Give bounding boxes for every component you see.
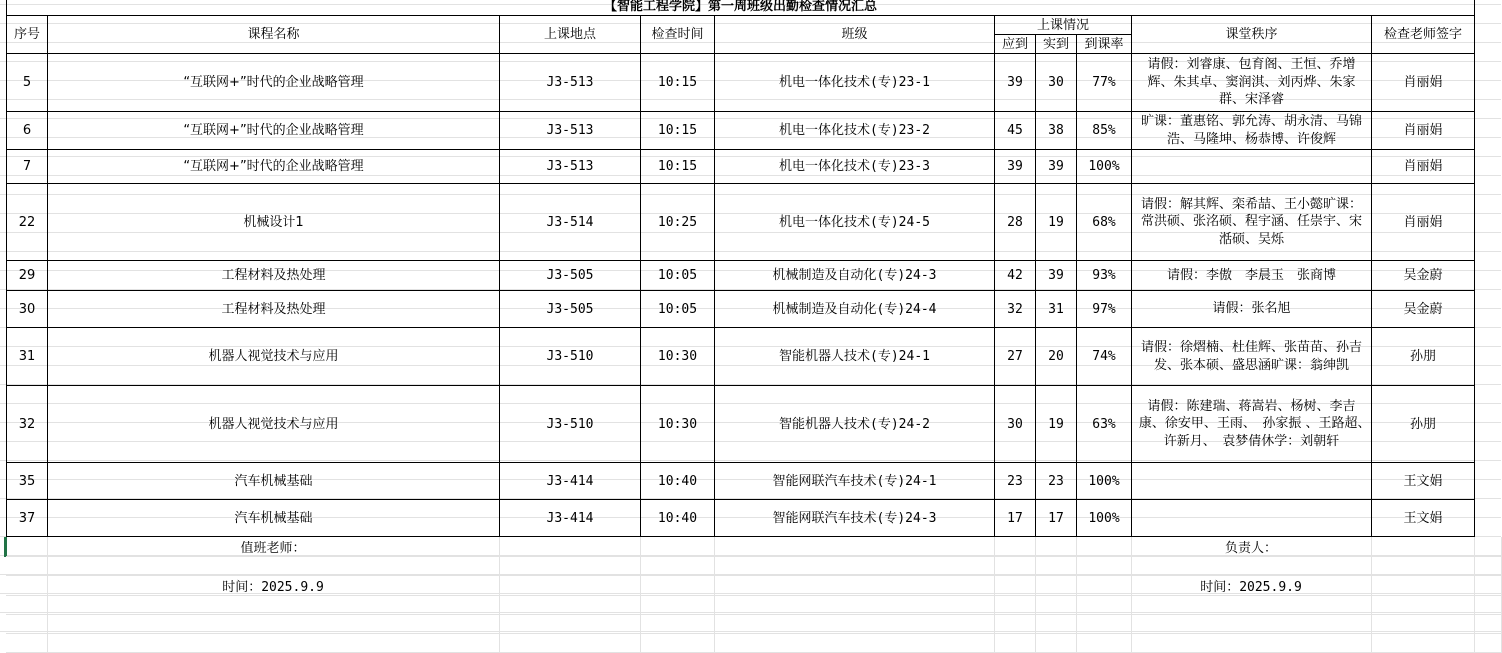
cell-course[interactable]: 机器人视觉技术与应用 — [48, 386, 500, 463]
cell-location[interactable]: J3-510 — [500, 328, 641, 386]
cell-course[interactable]: 工程材料及热处理 — [48, 261, 500, 291]
cell-teacher[interactable]: 肖丽娟 — [1372, 54, 1475, 112]
cell-class[interactable]: 机电一体化技术(专)24-5 — [715, 184, 995, 261]
cell-actual[interactable]: 39 — [1036, 150, 1077, 184]
cell-course[interactable]: 机器人视觉技术与应用 — [48, 328, 500, 386]
table-row — [7, 54, 1475, 112]
cell-seq[interactable]: 31 — [7, 328, 48, 386]
cell-location[interactable]: J3-513 — [500, 112, 641, 150]
cell-time[interactable]: 10:30 — [641, 386, 715, 463]
cell-order[interactable] — [1132, 500, 1372, 537]
table-row — [7, 184, 1475, 261]
cell-rate[interactable]: 100% — [1077, 463, 1132, 500]
cell-rate[interactable]: 77% — [1077, 54, 1132, 112]
cell-expected[interactable]: 17 — [995, 500, 1036, 537]
header-actual[interactable]: 实到 — [1036, 35, 1077, 54]
header-location[interactable]: 上课地点 — [500, 16, 641, 54]
cell-expected[interactable]: 28 — [995, 184, 1036, 261]
cell-course[interactable]: “互联网+”时代的企业战略管理 — [48, 150, 500, 184]
cell-class[interactable]: 智能机器人技术(专)24-1 — [715, 328, 995, 386]
date-left[interactable]: 时间：2025.9.9 — [47, 576, 499, 596]
cell-rate[interactable]: 100% — [1077, 150, 1132, 184]
table-row — [7, 328, 1475, 386]
cell-expected[interactable]: 30 — [995, 386, 1036, 463]
cell-class[interactable]: 智能网联汽车技术(专)24-1 — [715, 463, 995, 500]
cell-actual[interactable]: 19 — [1036, 386, 1077, 463]
header-order[interactable]: 课堂秩序 — [1132, 16, 1372, 54]
footer-grid — [6, 537, 1502, 653]
cell-order[interactable]: 请假：李傲 李晨玉 张商博 — [1132, 261, 1372, 291]
cell-order[interactable] — [1132, 150, 1372, 184]
cell-rate[interactable]: 68% — [1077, 184, 1132, 261]
header-expected[interactable]: 应到 — [995, 35, 1036, 54]
cell-location[interactable]: J3-505 — [500, 261, 641, 291]
cell-order[interactable]: 旷课：董惠铭、郭允涛、胡永清、马锦浩、马隆坤、杨恭博、许俊辉 — [1132, 112, 1372, 150]
cell-order[interactable]: 请假：张名旭 — [1132, 291, 1372, 328]
cell-actual[interactable]: 30 — [1036, 54, 1077, 112]
cell-course[interactable]: 工程材料及热处理 — [48, 291, 500, 328]
table-row — [7, 463, 1475, 500]
cell-actual[interactable]: 23 — [1036, 463, 1077, 500]
cell-rate[interactable]: 97% — [1077, 291, 1132, 328]
cell-class[interactable]: 机电一体化技术(专)23-2 — [715, 112, 995, 150]
cell-time[interactable]: 10:30 — [641, 328, 715, 386]
cell-class[interactable]: 智能机器人技术(专)24-2 — [715, 386, 995, 463]
table-row — [7, 500, 1475, 537]
date-right[interactable]: 时间：2025.9.9 — [1131, 576, 1371, 596]
cell-time[interactable]: 10:40 — [641, 463, 715, 500]
cell-course[interactable]: 机械设计1 — [48, 184, 500, 261]
cell-expected[interactable]: 23 — [995, 463, 1036, 500]
cell-actual[interactable]: 39 — [1036, 261, 1077, 291]
cell-actual[interactable]: 20 — [1036, 328, 1077, 386]
cell-seq[interactable]: 6 — [7, 112, 48, 150]
cell-class[interactable]: 机电一体化技术(专)23-1 — [715, 54, 995, 112]
table-row — [7, 291, 1475, 328]
cell-teacher[interactable]: 王文娟 — [1372, 463, 1475, 500]
cell-class[interactable]: 机电一体化技术(专)23-3 — [715, 150, 995, 184]
cell-location[interactable]: J3-505 — [500, 291, 641, 328]
cell-location[interactable]: J3-414 — [500, 500, 641, 537]
cell-class[interactable]: 机械制造及自动化(专)24-4 — [715, 291, 995, 328]
cell-rate[interactable]: 100% — [1077, 500, 1132, 537]
cell-actual[interactable]: 19 — [1036, 184, 1077, 261]
cell-seq[interactable]: 35 — [7, 463, 48, 500]
cell-location[interactable]: J3-414 — [500, 463, 641, 500]
header-attendance[interactable]: 上课情况 — [995, 16, 1132, 35]
cell-expected[interactable]: 45 — [995, 112, 1036, 150]
cell-seq[interactable]: 37 — [7, 500, 48, 537]
header-time[interactable]: 检查时间 — [641, 16, 715, 54]
cell-location[interactable]: J3-513 — [500, 150, 641, 184]
cell-rate[interactable]: 93% — [1077, 261, 1132, 291]
header-seq[interactable]: 序号 — [7, 16, 48, 54]
attendance-table — [6, 0, 1475, 537]
cell-time[interactable]: 10:15 — [641, 112, 715, 150]
cell-actual[interactable]: 17 — [1036, 500, 1077, 537]
cell-order[interactable]: 请假：刘睿康、包育阁、王恒、乔增辉、朱其卓、窦润淇、刘丙烨、朱家群、宋泽睿 — [1132, 54, 1372, 112]
cell-course[interactable]: “互联网+”时代的企业战略管理 — [48, 54, 500, 112]
cell-time[interactable]: 10:05 — [641, 291, 715, 328]
cell-teacher[interactable]: 肖丽娟 — [1372, 150, 1475, 184]
cell-seq[interactable]: 30 — [7, 291, 48, 328]
cell-expected[interactable]: 27 — [995, 328, 1036, 386]
cell-teacher[interactable]: 肖丽娟 — [1372, 184, 1475, 261]
cell-actual[interactable]: 38 — [1036, 112, 1077, 150]
cell-teacher[interactable]: 吴金蔚 — [1372, 291, 1475, 328]
cell-seq[interactable]: 5 — [7, 54, 48, 112]
cell-expected[interactable]: 39 — [995, 150, 1036, 184]
cell-seq[interactable]: 22 — [7, 184, 48, 261]
cell-order[interactable]: 请假：解其辉、栾希喆、王小懿旷课：常洪硕、张洺硕、程宇涵、任崇宇、宋湉硕、吴烁 — [1132, 184, 1372, 261]
cell-course[interactable]: “互联网+”时代的企业战略管理 — [48, 112, 500, 150]
cell-course[interactable]: 汽车机械基础 — [48, 463, 500, 500]
person-in-charge-label[interactable]: 负责人： — [1131, 537, 1371, 557]
table-row — [7, 112, 1475, 150]
header-course[interactable]: 课程名称 — [48, 16, 500, 54]
cell-teacher[interactable]: 吴金蔚 — [1372, 261, 1475, 291]
duty-teacher-label[interactable]: 值班老师： — [47, 537, 499, 557]
sheet-title[interactable]: 【智能工程学院】第一周班级出勤检查情况汇总 — [7, 0, 1475, 16]
table-row — [7, 386, 1475, 463]
header-signature[interactable]: 检查老师签字 — [1372, 16, 1475, 54]
cell-expected[interactable]: 32 — [995, 291, 1036, 328]
cell-expected[interactable]: 42 — [995, 261, 1036, 291]
cell-time[interactable]: 10:25 — [641, 184, 715, 261]
cell-seq[interactable]: 32 — [7, 386, 48, 463]
table-row — [7, 150, 1475, 184]
cell-class[interactable]: 机械制造及自动化(专)24-3 — [715, 261, 995, 291]
cell-order[interactable]: 请假：陈建瑞、蒋嵩岩、杨树、李吉康、徐安甲、王雨、 孙家振 、王路超、 许新月、 袁梦倩休学：刘朝轩 — [1132, 386, 1372, 463]
cell-time[interactable]: 10:15 — [641, 150, 715, 184]
cell-seq[interactable]: 7 — [7, 150, 48, 184]
table-row — [7, 261, 1475, 291]
cell-rate[interactable]: 63% — [1077, 386, 1132, 463]
cell-order[interactable] — [1132, 463, 1372, 500]
header-class[interactable]: 班级 — [715, 16, 995, 54]
cell-time[interactable]: 10:05 — [641, 261, 715, 291]
cell-location[interactable]: J3-513 — [500, 54, 641, 112]
cell-time[interactable]: 10:40 — [641, 500, 715, 537]
cell-location[interactable]: J3-510 — [500, 386, 641, 463]
cell-time[interactable]: 10:15 — [641, 54, 715, 112]
cell-location[interactable]: J3-514 — [500, 184, 641, 261]
cell-course[interactable]: 汽车机械基础 — [48, 500, 500, 537]
cell-teacher[interactable]: 肖丽娟 — [1372, 112, 1475, 150]
cell-teacher[interactable]: 孙朋 — [1372, 328, 1475, 386]
header-rate[interactable]: 到课率 — [1077, 35, 1132, 54]
cell-seq[interactable]: 29 — [7, 261, 48, 291]
cell-teacher[interactable]: 王文娟 — [1372, 500, 1475, 537]
cell-rate[interactable]: 74% — [1077, 328, 1132, 386]
cell-actual[interactable]: 31 — [1036, 291, 1077, 328]
cell-order[interactable]: 请假：徐熠楠、杜佳辉、张苗苗、孙吉发、张本硕、盛思涵旷课：翁绅凯 — [1132, 328, 1372, 386]
cell-teacher[interactable]: 孙朋 — [1372, 386, 1475, 463]
cell-class[interactable]: 智能网联汽车技术(专)24-3 — [715, 500, 995, 537]
cell-rate[interactable]: 85% — [1077, 112, 1132, 150]
cell-expected[interactable]: 39 — [995, 54, 1036, 112]
